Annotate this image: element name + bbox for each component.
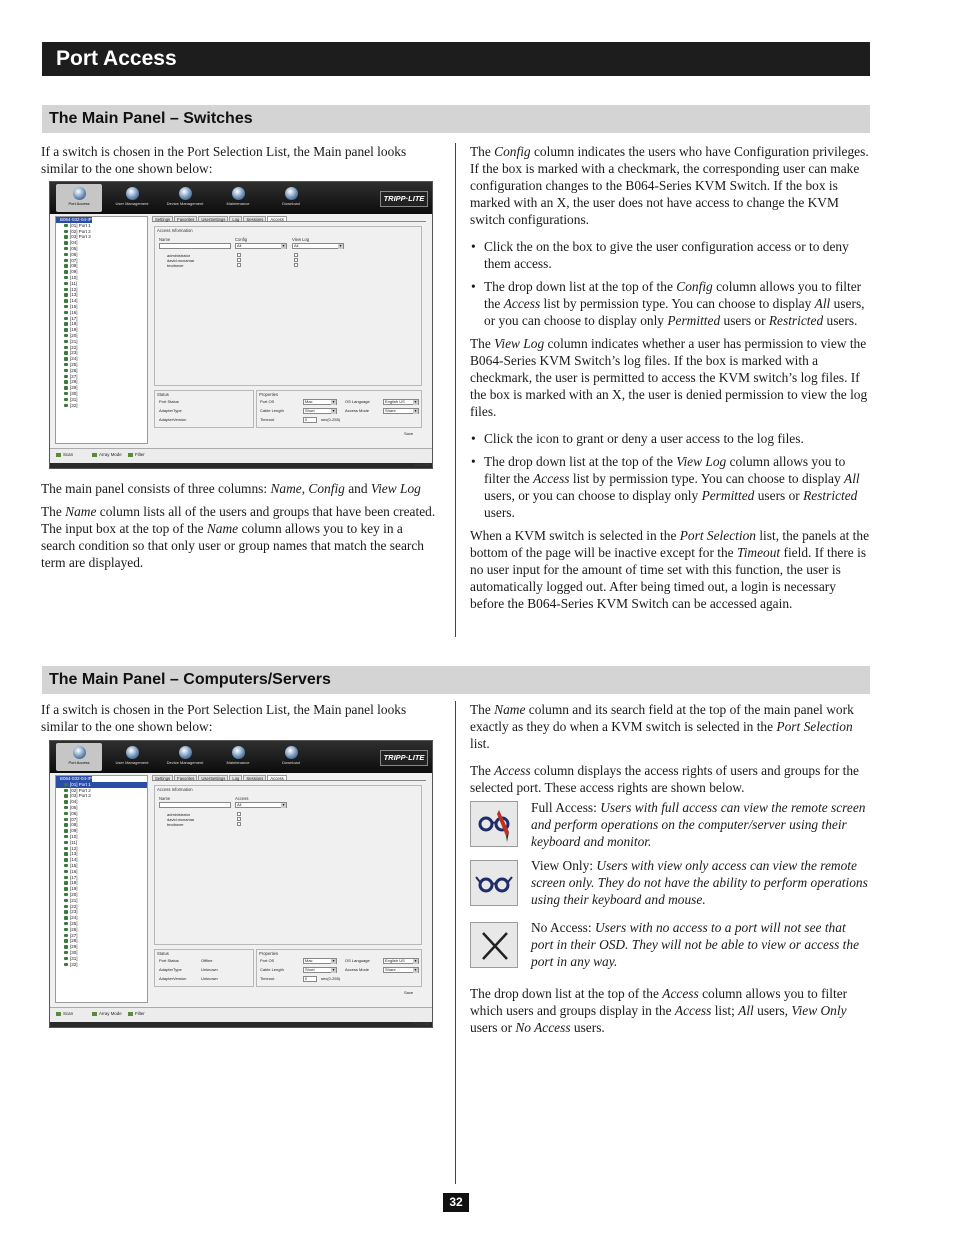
viewlog-column-paragraph: The View Log column indicates whether a user has permission to view the B064-Series KVM Switch’s log files. If the box is marked with a checkmark, the user is permitted to access the KVM switch’s log files. If the box is marked with an X, the user is denied permission to view the log files. <box>470 336 868 419</box>
tree-port-item: [07] <box>56 258 147 264</box>
tree-port-item: [31] <box>56 397 147 403</box>
port-selection-tree <box>55 775 148 1003</box>
view-only-text: View Only: Users with view only access can view the remote screen only. They do not have the ability to perform operations using their keyboard and mouse. <box>531 858 868 907</box>
tree-port-item: [04] <box>56 240 147 246</box>
full-access-desc <box>531 799 871 856</box>
tree-port-item: [06] <box>56 252 147 258</box>
nav-icon <box>73 187 86 200</box>
panel-tabs <box>152 216 426 222</box>
column-divider <box>455 143 456 637</box>
tree-port-item: [13] <box>56 851 147 857</box>
tree-port-item: [18] <box>56 321 147 327</box>
property-field: Share ▾ <box>383 408 419 414</box>
tree-port-item: [32] <box>56 962 147 968</box>
page-title: Port Access <box>42 42 870 76</box>
tree-port-item: [27] <box>56 374 147 380</box>
panel-tab: Settings <box>152 775 173 780</box>
bottom-strip <box>50 1022 432 1027</box>
view-only-icon <box>470 860 518 906</box>
group-label: Access Information <box>157 228 193 233</box>
main-panel <box>152 216 426 448</box>
tree-port-item: [12] <box>56 846 147 852</box>
nav-icon <box>179 187 192 200</box>
tree-port-item: [26] <box>56 927 147 933</box>
bullet-viewlog-filter: • The drop down list at the top of the View Log column allows you to filter the Access list by permission type. You can choose to display All users, or you can choose to display only Permitted users or Restricted users. <box>470 453 870 521</box>
nav-label: Download <box>282 201 300 206</box>
page-number: 32 <box>443 1193 469 1212</box>
tree-port-item: [25] <box>56 362 147 368</box>
permission-check <box>237 822 241 826</box>
tree-port-item: [02] Port 2 <box>56 788 147 794</box>
tree-port-item: [11] <box>56 840 147 846</box>
save-button: Save <box>404 990 414 995</box>
nav-icon <box>232 187 245 200</box>
tree-port-item: [23] <box>56 350 147 356</box>
col-header: Name <box>159 237 171 242</box>
tree-port-item: [14] <box>56 298 147 304</box>
status-row-value: Offline <box>201 958 213 963</box>
intro-paragraph: If a switch is chosen in the Port Selection List, the Main panel looks similar to the one shown below: <box>41 144 407 176</box>
nav-label: Device Management <box>166 760 204 765</box>
tree-port-item: [08] <box>56 263 147 269</box>
tree-port-item: [17] <box>56 316 147 322</box>
property-label: Cable Length <box>260 967 284 972</box>
viewlog-filter: All ▾ <box>292 243 344 249</box>
tree-port-item: [19] <box>56 327 147 333</box>
column-divider-2 <box>455 701 456 1184</box>
nav-button <box>56 743 102 771</box>
tree-port-item: [12] <box>56 287 147 293</box>
full-access-icon <box>470 801 518 847</box>
tree-port-item: [28] <box>56 379 147 385</box>
status-row-value: Unknown <box>201 967 218 972</box>
panel-tab: UserSettings <box>198 216 228 221</box>
panel-tab: Sessions <box>243 775 266 780</box>
property-field: English US ▾ <box>383 399 419 405</box>
nav-button <box>162 743 208 771</box>
permission-check <box>294 258 298 262</box>
access-filter-paragraph: The drop down list at the top of the Access column allows you to filter which users and groups display in the Access list; All users, View Only users or No Access users. <box>470 986 848 1035</box>
panel-tab: Favorites <box>174 216 197 221</box>
statusbar-item: Filter <box>128 452 145 457</box>
property-label: OS Language <box>345 958 370 963</box>
config-column-paragraph: The Config column indicates the users who have Configuration privileges. If the box is marked with a checkmark, the corresponding user can make configuration changes to the B064-Series KVM Switch. If the box is marked with an X, the user does not have access to change the KVM switch configurations. <box>470 144 869 227</box>
property-label: OS Language <box>345 399 370 404</box>
tree-port-item: [26] <box>56 368 147 374</box>
section2-right-column <box>470 701 870 802</box>
nav-icon <box>285 187 298 200</box>
section2-left-column <box>41 701 437 741</box>
timeout-paragraph: When a KVM switch is selected in the Port Selection list, the panels at the bottom of the page will be inactive except for the Timeout field. If there is no user input for the amount of time set with this function, the user is automatically logged out. After being timed out, a login is necessary before the B064-Series KVM Switch can be accessed again. <box>470 528 870 611</box>
access-filter: All ▾ <box>235 802 287 808</box>
nav-icon <box>285 746 298 759</box>
panel-tab: Settings <box>152 216 173 221</box>
access-information-group <box>154 226 422 386</box>
tree-port-item: [03] Port 3 <box>56 234 147 240</box>
property-label: Timeout <box>260 976 275 981</box>
tree-port-item: [04] <box>56 799 147 805</box>
col-header: Name <box>159 796 171 801</box>
col-header: View Log <box>292 237 310 242</box>
user-entry: administrator <box>167 253 191 258</box>
tree-port-item: [32] <box>56 403 147 409</box>
bottom-strip <box>50 463 432 468</box>
nav-button <box>109 184 155 212</box>
tree-port-item: [22] <box>56 345 147 351</box>
panel-tab: Log <box>229 216 242 221</box>
version-label: V1.0.060 <box>414 1022 430 1026</box>
tree-port-item: [01] Port 1 <box>56 782 147 788</box>
status-row-label: Port Status <box>159 958 179 963</box>
view-only-desc <box>531 857 871 914</box>
version-label: V1.0.060 <box>414 463 430 467</box>
tree-port-item: [05] <box>56 246 147 252</box>
nav-icon <box>126 187 139 200</box>
panel-tab: Access <box>267 216 287 221</box>
bullet-viewlog-toggle: • Click the icon to grant or deny a user access to the log files. <box>470 430 870 447</box>
status-row-label: AdapterVersion <box>159 417 187 422</box>
tree-port-item: [21] <box>56 898 147 904</box>
tree-port-item: [24] <box>56 356 147 362</box>
brand-logo: TRIPP·LITE <box>380 191 428 207</box>
status-bar <box>50 448 432 468</box>
section-heading-computers: The Main Panel – Computers/Servers <box>42 666 870 694</box>
permission-check <box>237 812 241 816</box>
tree-port-item: [10] <box>56 834 147 840</box>
permission-check <box>237 263 241 267</box>
nav-label: Maintenance <box>226 760 250 765</box>
tree-port-item: [10] <box>56 275 147 281</box>
property-field: Share ▾ <box>383 967 419 973</box>
access-information-group <box>154 785 422 945</box>
statusbar-item: Scan <box>56 452 73 457</box>
access-column-paragraph: The Access column displays the access rights of users and groups for the selected port. These access rights are shown below. <box>470 763 859 795</box>
status-row-label: AdapterType <box>159 967 182 972</box>
panel-tab: Sessions <box>243 216 266 221</box>
property-label: Access Mode <box>345 408 370 413</box>
status-bar <box>50 1007 432 1027</box>
permission-check <box>294 253 298 257</box>
config-filter: All ▾ <box>235 243 287 249</box>
property-label: Cable Length <box>260 408 284 413</box>
tree-port-item: [09] <box>56 269 147 275</box>
user-entry: david.mcnamar <box>167 258 195 263</box>
tree-port-item: [13] <box>56 292 147 298</box>
tree-port-item: [01] Port 1 <box>56 223 147 229</box>
tree-port-item: [17] <box>56 875 147 881</box>
tree-port-item: [09] <box>56 828 147 834</box>
status-row-label: Port Status <box>159 399 179 404</box>
nav-label: Device Management <box>166 201 204 206</box>
tree-port-item: [20] <box>56 892 147 898</box>
tree-port-item: [08] <box>56 822 147 828</box>
tree-port-item: [30] <box>56 391 147 397</box>
tree-port-item: [14] <box>56 857 147 863</box>
user-entry: david.mcnamar <box>167 817 195 822</box>
properties-group <box>256 390 422 428</box>
statusbar-item: Array Mode <box>92 1011 122 1016</box>
kvm-interface-screenshot-switch <box>49 181 433 469</box>
tree-port-item: [15] <box>56 863 147 869</box>
navigation-bar <box>50 741 432 773</box>
properties-group <box>256 949 422 987</box>
col-header: Config <box>235 237 248 242</box>
no-access-desc <box>531 919 871 976</box>
name-search-input <box>159 243 231 249</box>
nav-icon <box>179 746 192 759</box>
section-heading-switches: The Main Panel – Switches <box>42 105 870 133</box>
tree-port-item: [23] <box>56 909 147 915</box>
kvm-interface-screenshot-computer <box>49 740 433 1028</box>
port-selection-tree <box>55 216 148 444</box>
status-group <box>154 390 254 428</box>
intro-paragraph-2: If a switch is chosen in the Port Selection List, the Main panel looks similar to the one shown below: <box>41 702 407 734</box>
no-access-icon <box>470 922 518 968</box>
full-access-text: Full Access: Users with full access can view the remote screen and perform operations on the computer/server using their keyboard and monitor. <box>531 800 866 849</box>
tree-port-item: [28] <box>56 938 147 944</box>
name-search-paragraph: The Name column and its search field at the top of the main panel work exactly as they do when a KVM switch is selected in the Port Selection list. <box>470 702 854 751</box>
statusbar-item: Array Mode <box>92 452 122 457</box>
bullet-config-filter: • The drop down list at the top of the Config column allows you to filter the Access list by permission type. You can choose to display All users, or you can choose to display only Permitted users or Restricted users. <box>470 278 870 329</box>
name-column-paragraph: The Name column lists all of the users and groups that have been created. The input box at the top of the Name column allows you to key in a search condition so that only user or group names that match the search term are displayed. <box>41 504 436 570</box>
name-search-input <box>159 802 231 808</box>
nav-button <box>162 184 208 212</box>
group-label: Status <box>157 392 169 397</box>
statusbar-item: Filter <box>128 1011 145 1016</box>
property-label: Timeout <box>260 417 275 422</box>
group-label: Properties <box>259 392 279 397</box>
nav-label: Port Access <box>68 760 90 765</box>
property-field: Mac ▾ <box>303 958 337 964</box>
tree-port-item: [29] <box>56 944 147 950</box>
no-access-text: No Access: Users with no access to a port will not see that port in their OSD. They will not be able to view or access the port in any way. <box>531 920 860 969</box>
section1-left-column-lower <box>41 480 437 577</box>
permission-check <box>237 258 241 262</box>
nav-icon <box>232 746 245 759</box>
tree-root: B064-032-04-IP <box>56 776 92 782</box>
tree-root: B064-032-04-IP <box>56 217 92 223</box>
section1-right-column <box>470 143 870 618</box>
tree-port-item: [06] <box>56 811 147 817</box>
property-field: Short ▾ <box>303 967 337 973</box>
tree-port-item: [25] <box>56 921 147 927</box>
tree-port-item: [07] <box>56 817 147 823</box>
nav-icon <box>73 746 86 759</box>
nav-label: Port Access <box>68 201 90 206</box>
property-field: 0 <box>303 976 317 982</box>
section1-left-column <box>41 143 437 183</box>
tree-port-item: [15] <box>56 304 147 310</box>
status-group <box>154 949 254 987</box>
save-button: Save <box>404 431 414 436</box>
columns-paragraph: The main panel consists of three columns: Name, Config and View Log <box>41 481 421 496</box>
panel-tabs <box>152 775 426 781</box>
status-row-label: AdapterVersion <box>159 976 187 981</box>
tree-port-item: [16] <box>56 869 147 875</box>
user-entry: tmcfarver <box>167 263 184 268</box>
nav-button <box>56 184 102 212</box>
panel-tab: UserSettings <box>198 775 228 780</box>
tree-port-item: [31] <box>56 956 147 962</box>
property-field: 0 <box>303 417 317 423</box>
col-header: Access <box>235 796 249 801</box>
tree-port-item: [18] <box>56 880 147 886</box>
property-label: Access Mode <box>345 967 370 972</box>
permission-check <box>237 253 241 257</box>
nav-label: User Management <box>115 201 149 206</box>
nav-button <box>215 184 261 212</box>
tree-port-item: [11] <box>56 281 147 287</box>
tree-port-item: [02] Port 2 <box>56 229 147 235</box>
nav-button <box>109 743 155 771</box>
tree-port-item: [19] <box>56 886 147 892</box>
navigation-bar <box>50 182 432 214</box>
nav-label: Download <box>282 760 300 765</box>
user-entry: administrator <box>167 812 191 817</box>
bullet-config-toggle: • Click the on the box to give the user configuration access or to deny them access. <box>470 238 870 272</box>
property-label: Port OS <box>260 399 275 404</box>
tree-port-item: [21] <box>56 339 147 345</box>
property-field: Mac ▾ <box>303 399 337 405</box>
permission-check <box>237 817 241 821</box>
nav-button <box>268 743 314 771</box>
group-label: Properties <box>259 951 279 956</box>
tree-port-item: [16] <box>56 310 147 316</box>
nav-icon <box>126 746 139 759</box>
user-entry: tmcfarver <box>167 822 184 827</box>
group-label: Access Information <box>157 787 193 792</box>
tree-port-item: [27] <box>56 933 147 939</box>
timeout-unit: sec(0-255) <box>321 417 341 422</box>
group-label: Status <box>157 951 169 956</box>
panel-tab: Log <box>229 775 242 780</box>
property-field: English US ▾ <box>383 958 419 964</box>
tree-port-item: [03] Port 3 <box>56 793 147 799</box>
property-label: Port OS <box>260 958 275 963</box>
tree-port-item: [29] <box>56 385 147 391</box>
section2-right-column-lower <box>470 985 870 1042</box>
tree-port-item: [05] <box>56 805 147 811</box>
tree-port-item: [22] <box>56 904 147 910</box>
tree-port-item: [20] <box>56 333 147 339</box>
statusbar-item: Scan <box>56 1011 73 1016</box>
nav-label: User Management <box>115 760 149 765</box>
tree-port-item: [30] <box>56 950 147 956</box>
timeout-unit: sec(0-255) <box>321 976 341 981</box>
status-row-label: AdapterType <box>159 408 182 413</box>
permission-check <box>294 263 298 267</box>
tree-port-item: [24] <box>56 915 147 921</box>
property-field: Short ▾ <box>303 408 337 414</box>
nav-label: Maintenance <box>226 201 250 206</box>
panel-tab: Access <box>267 775 287 780</box>
panel-tab: Favorites <box>174 775 197 780</box>
main-panel <box>152 775 426 1007</box>
nav-button <box>268 184 314 212</box>
nav-button <box>215 743 261 771</box>
status-row-value: Unknown <box>201 976 218 981</box>
brand-logo: TRIPP·LITE <box>380 750 428 766</box>
